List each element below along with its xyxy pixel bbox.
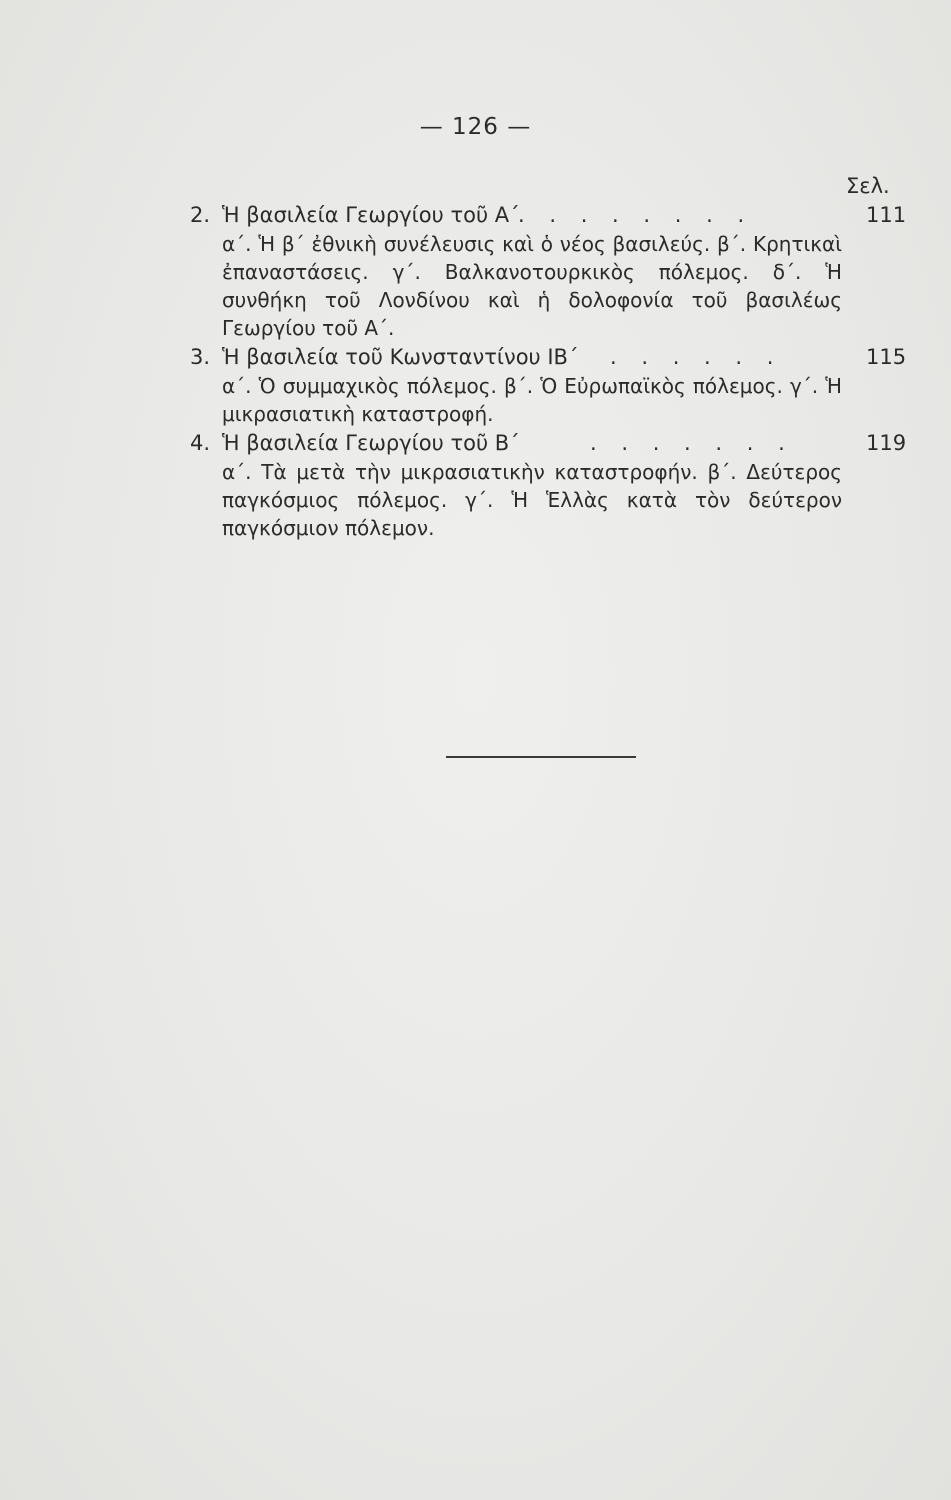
- entry-page: 111: [866, 203, 907, 227]
- entry-title: Ἡ βασιλεία τοῦ Κωνσταντίνου ΙΒ΄: [222, 345, 579, 369]
- toc-entry: [190, 428, 910, 542]
- leader-dots: . . . . . .: [610, 345, 783, 369]
- toc-entry: [190, 342, 910, 428]
- entry-title: Ἡ βασιλεία Γεωργίου τοῦ Α΄: [222, 203, 520, 227]
- leader-dots: . . . . . . .: [590, 431, 794, 455]
- toc-entry: [190, 200, 910, 342]
- entry-number: 2.: [190, 203, 211, 227]
- entry-subtitle: α΄. Ὁ συμμαχικὸς πόλεμος. β΄. Ὁ Εὐρωπαϊκὸς πόλεμος. γ΄. Ἡ μικρασιατικὴ καταστροφή.: [222, 374, 842, 426]
- entry-number: 3.: [190, 345, 211, 369]
- entry-number: 4.: [190, 431, 211, 455]
- page-column-label: Σελ.: [846, 174, 890, 198]
- entry-title: Ἡ βασιλεία Γεωργίου τοῦ Β΄: [222, 431, 520, 455]
- section-divider: [446, 756, 636, 758]
- leader-dots: . . . . . . . .: [518, 203, 754, 227]
- entry-subtitle: α΄. Τὰ μετὰ τὴν μικρασιατικὴν καταστροφήν. β΄. Δεύτερος παγκόσμιος πόλεμος. γ΄. Ἡ Ἑλλὰς κατὰ τὸν δεύτερον παγκόσμιον πόλεμον.: [222, 460, 842, 540]
- table-of-contents: [190, 200, 910, 542]
- page-number: — 126 —: [419, 114, 532, 140]
- entry-subtitle: α΄. Ἡ β΄ ἐθνικὴ συνέλευσις καὶ ὁ νέος βασιλεύς. β΄. Κρητικαὶ ἐπαναστάσεις. γ΄. Βαλκανοτουρκικὸς πόλεμος. δ΄. Ἡ συνθήκη τοῦ Λονδίνου καὶ ἡ δολοφονία τοῦ βασιλέως Γεωργίου τοῦ Α΄.: [222, 232, 842, 340]
- entry-page: 115: [866, 345, 907, 369]
- entry-page: 119: [866, 431, 907, 455]
